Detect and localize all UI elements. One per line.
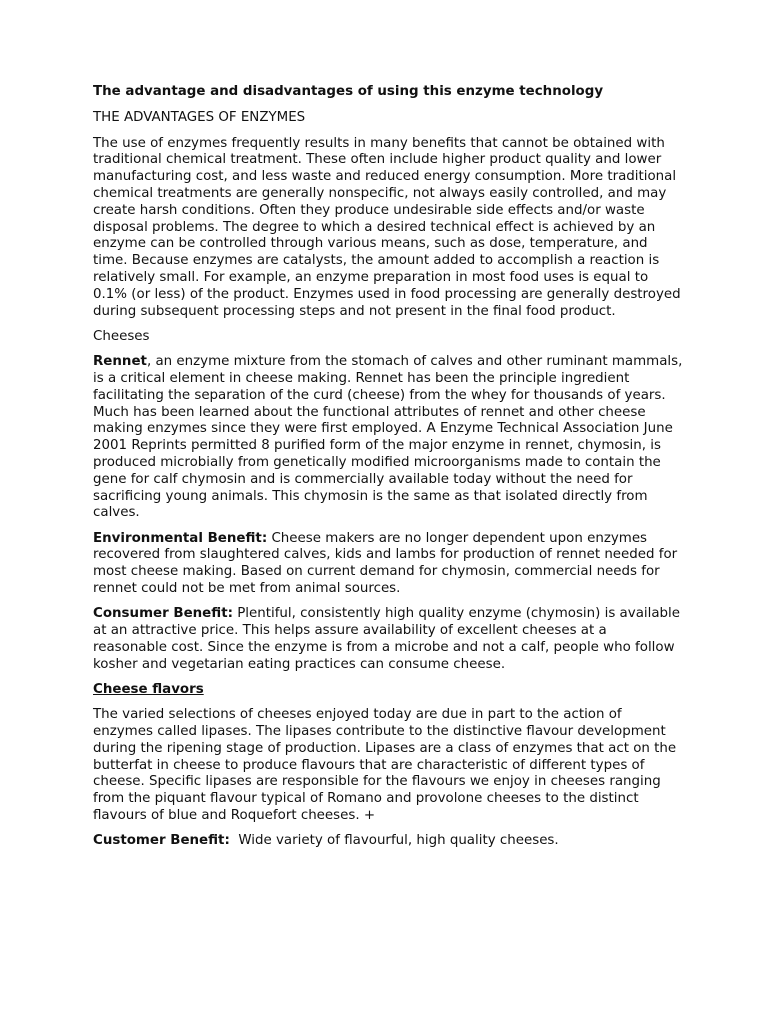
document-title: The advantage and disadvantages of using this enzyme technology bbox=[93, 84, 604, 99]
rennet-term: Rennet bbox=[93, 354, 147, 370]
customer-benefit-paragraph bbox=[93, 833, 683, 850]
consumer-benefit-text: Plentiful, consistently high quality enzyme (chymosin) is available at an attractive price. This helps assure availability of excellent cheeses at a reasonable cost. Since the enzyme is from a microbe and not a calf, people who follow kosher and vegetarian eating practices can consume cheese. bbox=[93, 606, 681, 672]
environmental-benefit-label: Environmental Benefit: bbox=[93, 530, 268, 546]
rennet-text: , an enzyme mixture from the stomach of calves and other ruminant mammals, is a critical element in cheese making. Rennet has been the principle ingredient facilitating the separation of the curd (cheese) from the whey for thousands of years. Much has been learned about the functional attributes of rennet and other cheese making enzymes since they were first employed. A Enzyme Technical Association June 2001 Reprints permitted 8 purified form of the major enzyme in rennet, chymosin, is produced microbially from genetically modified microorganisms made to contain the gene for calf chymosin and is commercially available today without the need for sacrificing young animals. This chymosin is the same as that isolated directly from calves. bbox=[93, 354, 683, 521]
customer-benefit-text: Wide variety of flavourful, high quality cheeses. bbox=[229, 833, 559, 849]
consumer-benefit-label: Consumer Benefit: bbox=[93, 606, 233, 622]
cheeses-heading: Cheeses bbox=[93, 328, 150, 344]
section-heading: THE ADVANTAGES OF ENZYMES bbox=[93, 109, 306, 125]
flavors-paragraph: The varied selections of cheeses enjoyed today are due in part to the action of enzymes called lipases. The lipases contribute to the distinctive flavour development during the ripening stage of production. Lipases are a class of enzymes that act on the butterfat in cheese to produce flavours that are characteristic of different types of cheese. Specific lipases are responsible for the flavours we enjoy in cheeses ranging from the piquant flavour typical of Romano and provolone cheeses to the distinct flavours of blue and Roquefort cheeses. + bbox=[93, 707, 677, 824]
consumer-benefit-paragraph bbox=[93, 606, 683, 673]
document-page bbox=[93, 84, 683, 859]
cheese-flavors-heading: Cheese flavors bbox=[93, 682, 204, 697]
intro-paragraph: The use of enzymes frequently results in many benefits that cannot be obtained with traditional chemical treatment. These often include higher product quality and lower manufacturing cost, and less waste and reduced energy consumption. More traditional chemical treatments are generally nonspecific, not always easily controlled, and may create harsh conditions. Often they produce undesirable side effects and/or waste disposal problems. The degree to which a desired technical effect is achieved by an enzyme can be controlled through various means, such as dose, temperature, and time. Because enzymes are catalysts, the amount added to accomplish a reaction is relatively small. For example, an enzyme preparation in most food uses is equal to 0.1% (or less) of the product. Enzymes used in food processing are generally destroyed during subsequent processing steps and not present in the final food product. bbox=[93, 135, 681, 319]
customer-benefit-label: Customer Benefit: bbox=[93, 833, 230, 849]
environmental-benefit-paragraph bbox=[93, 531, 683, 598]
environmental-benefit-text: Cheese makers are no longer dependent upon enzymes recovered from slaughtered calves, kids and lambs for production of rennet needed for most cheese making. Based on current demand for chymosin, commercial needs for rennet could not be met from animal sources. bbox=[93, 530, 678, 597]
rennet-paragraph bbox=[93, 354, 683, 522]
